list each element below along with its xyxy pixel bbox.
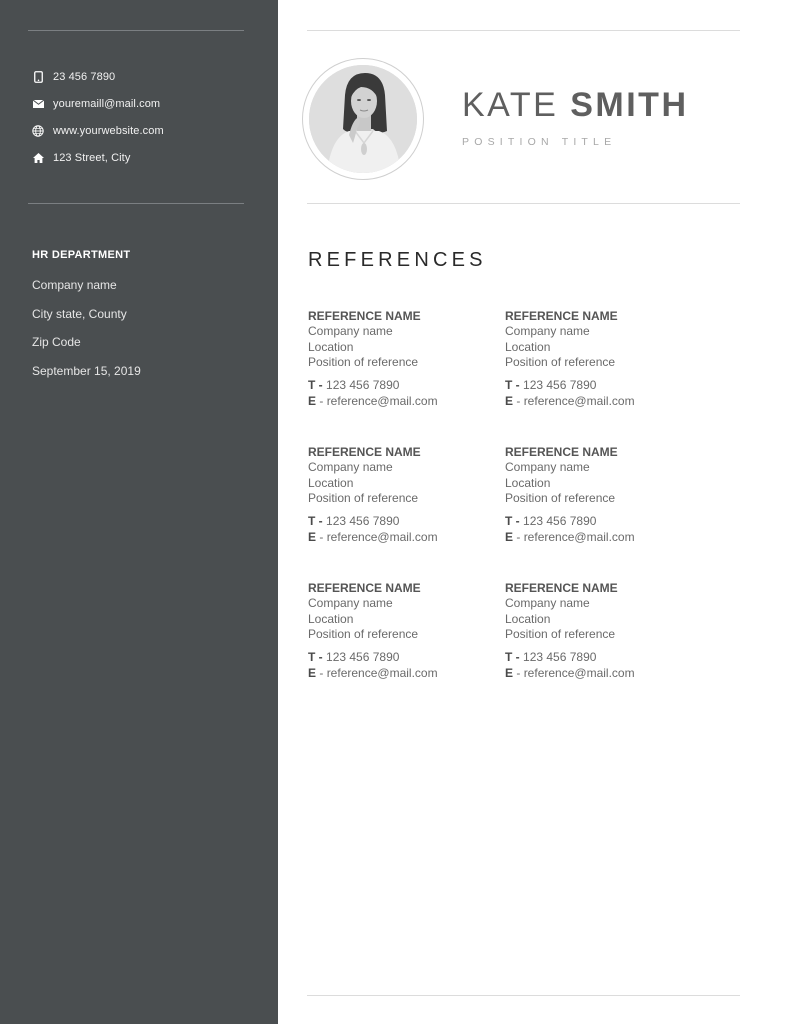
recipient-block (32, 247, 141, 385)
candidate-name (462, 86, 689, 125)
reference-name: REFERENCE NAME (308, 581, 421, 595)
reference-email (308, 666, 505, 682)
position-title: POSITION TITLE (462, 136, 617, 148)
reference-email (308, 394, 505, 410)
reference-phone (505, 650, 702, 666)
reference-phone (505, 514, 702, 530)
reference-company: Company name (308, 596, 393, 610)
profile-photo (309, 65, 417, 173)
recipient-city: City state, County (32, 306, 127, 321)
reference-location: Location (505, 475, 551, 490)
email-label: E (308, 393, 317, 408)
recipient-date: September 15, 2019 (32, 363, 141, 378)
reference-position: Position of reference (505, 355, 616, 370)
reference-company: Company name (308, 460, 393, 474)
phone-label: T - (505, 378, 520, 393)
reference-name: REFERENCE NAME (308, 309, 421, 323)
references-heading: REFERENCES (308, 249, 487, 271)
sidebar-divider-middle (28, 203, 244, 204)
contact-phone-text: 23 456 7890 (53, 71, 116, 83)
reference-card (505, 308, 702, 444)
recipient-zip: Zip Code (32, 335, 81, 349)
reference-name: REFERENCE NAME (505, 581, 618, 595)
contact-address (32, 150, 130, 166)
reference-phone (308, 378, 505, 394)
reference-phone-value: 123 456 7890 (523, 514, 597, 529)
reference-card (308, 308, 505, 444)
reference-position: Position of reference (308, 355, 419, 370)
contact-email-text: youremaill@mail.com (53, 98, 161, 110)
reference-card (505, 580, 702, 716)
reference-position: Position of reference (505, 627, 616, 642)
globe-icon (32, 125, 44, 137)
phone-label: T - (505, 650, 520, 665)
main-divider-bottom (307, 995, 740, 996)
last-name: SMITH (570, 86, 689, 124)
first-name: KATE (462, 86, 559, 124)
reference-phone-value: 123 456 7890 (326, 650, 400, 665)
reference-position: Position of reference (308, 491, 419, 506)
reference-location: Location (308, 339, 354, 354)
reference-name: REFERENCE NAME (505, 309, 618, 323)
phone-label: T - (308, 650, 323, 665)
reference-name: REFERENCE NAME (505, 445, 618, 459)
recipient-department: HR DEPARTMENT (32, 249, 131, 261)
phone-label: T - (308, 378, 323, 393)
contact-website-text: www.yourwebsite.com (53, 125, 164, 137)
reference-card (505, 444, 702, 580)
reference-company: Company name (505, 324, 590, 338)
reference-phone (505, 378, 702, 394)
contact-address-text: 123 Street, City (53, 152, 131, 164)
reference-location: Location (505, 339, 551, 354)
reference-email (308, 530, 505, 546)
contact-phone (32, 69, 115, 85)
reference-phone-value: 123 456 7890 (326, 378, 400, 393)
reference-email-value: - reference@mail.com (516, 665, 635, 680)
sidebar (0, 0, 278, 1024)
recipient-company: Company name (32, 278, 117, 292)
email-label: E (308, 665, 317, 680)
reference-phone-value: 123 456 7890 (523, 378, 597, 393)
contact-email (32, 96, 160, 112)
reference-position: Position of reference (505, 491, 616, 506)
references-grid (308, 308, 728, 716)
phone-icon (32, 71, 44, 83)
reference-email-value: - reference@mail.com (516, 529, 635, 544)
reference-phone (308, 650, 505, 666)
profile-photo-frame (302, 58, 424, 180)
reference-phone-value: 123 456 7890 (523, 650, 597, 665)
reference-email-value: - reference@mail.com (319, 529, 438, 544)
reference-email (505, 530, 702, 546)
reference-email-value: - reference@mail.com (319, 665, 438, 680)
reference-card (308, 444, 505, 580)
home-icon (32, 152, 44, 164)
phone-label: T - (308, 514, 323, 529)
reference-company: Company name (505, 460, 590, 474)
main-divider-top (307, 30, 740, 31)
email-label: E (308, 529, 317, 544)
reference-card (308, 580, 505, 716)
reference-position: Position of reference (308, 627, 419, 642)
reference-email-value: - reference@mail.com (319, 393, 438, 408)
reference-phone (308, 514, 505, 530)
reference-location: Location (308, 475, 354, 490)
mail-icon (32, 98, 44, 110)
email-label: E (505, 529, 514, 544)
email-label: E (505, 393, 514, 408)
reference-email (505, 666, 702, 682)
reference-company: Company name (308, 324, 393, 338)
reference-email-value: - reference@mail.com (516, 393, 635, 408)
reference-location: Location (505, 611, 551, 626)
reference-location: Location (308, 611, 354, 626)
reference-company: Company name (505, 596, 590, 610)
phone-label: T - (505, 514, 520, 529)
reference-email (505, 394, 702, 410)
reference-phone-value: 123 456 7890 (326, 514, 400, 529)
email-label: E (505, 665, 514, 680)
reference-name: REFERENCE NAME (308, 445, 421, 459)
contact-website (32, 123, 164, 139)
sidebar-divider-top (28, 30, 244, 31)
main-divider-middle (307, 203, 740, 204)
